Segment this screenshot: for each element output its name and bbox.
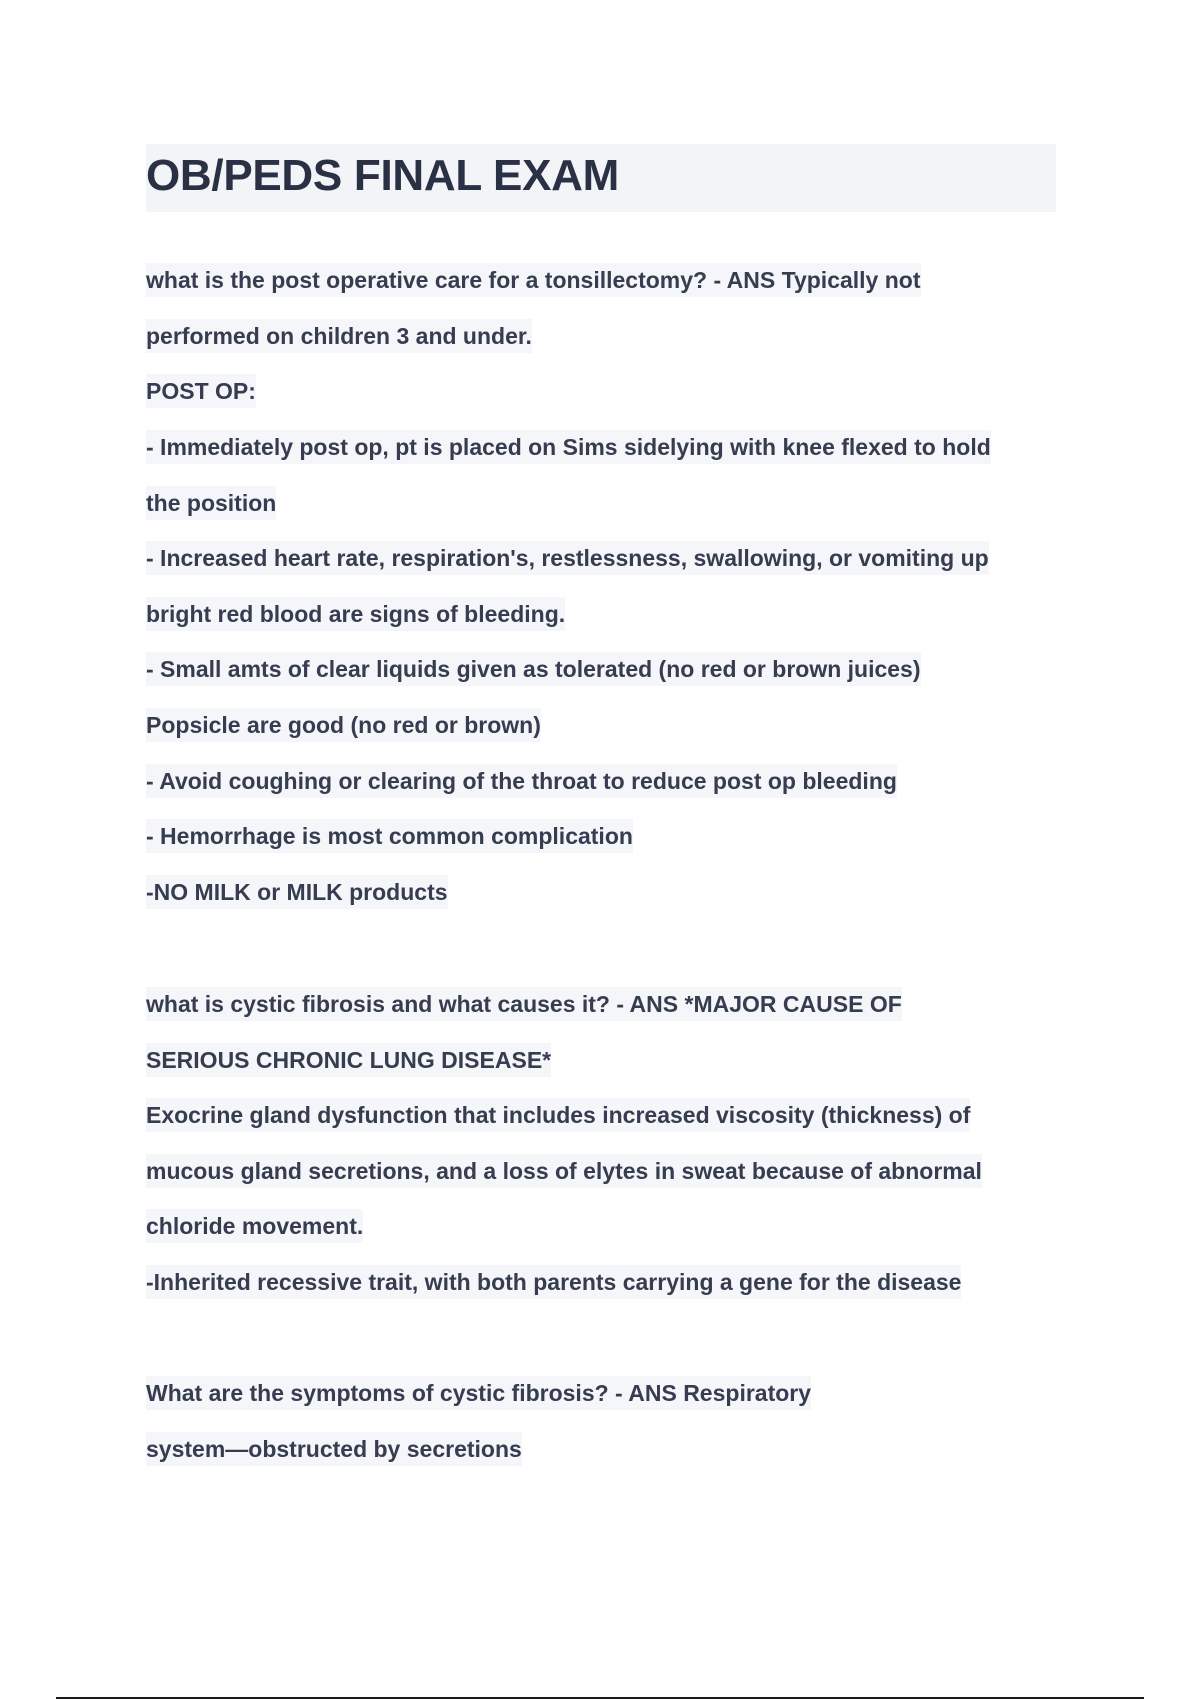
answer-line: - Immediately post op, pt is placed on Sims sidelying with knee flexed to hold (146, 427, 991, 467)
answer-line: - Hemorrhage is most common complication (146, 816, 633, 856)
answer-line: -Inherited recessive trait, with both parents carrying a gene for the disease (146, 1262, 961, 1302)
answer-line: bright red blood are signs of bleeding. (146, 594, 565, 634)
answer-line: -NO MILK or MILK products (146, 872, 448, 912)
answer-line: - Small amts of clear liquids given as tolerated (no red or brown juices) (146, 649, 921, 689)
question-line: what is cystic fibrosis and what causes it? - ANS *MAJOR CAUSE OF (146, 984, 902, 1024)
answer-line: POST OP: (146, 371, 256, 411)
answer-line: - Increased heart rate, respiration's, restlessness, swallowing, or vomiting up (146, 538, 989, 578)
answer-line: the position (146, 483, 276, 523)
question-line: What are the symptoms of cystic fibrosis? - ANS Respiratory (146, 1373, 811, 1413)
answer-line: mucous gland secretions, and a loss of elytes in sweat because of abnormal (146, 1151, 982, 1191)
answer-line: Exocrine gland dysfunction that includes increased viscosity (thickness) of (146, 1095, 970, 1135)
answer-line: Popsicle are good (no red or brown) (146, 705, 541, 745)
answer-line: chloride movement. (146, 1206, 363, 1246)
answer-line: performed on children 3 and under. (146, 316, 532, 356)
answer-line: system—obstructed by secretions (146, 1429, 522, 1469)
page-divider (56, 1697, 1144, 1699)
page-title: OB/PEDS FINAL EXAM (146, 151, 619, 200)
answer-line: SERIOUS CHRONIC LUNG DISEASE* (146, 1040, 551, 1080)
answer-line: - Avoid coughing or clearing of the throat to reduce post op bleeding (146, 761, 897, 801)
question-line: what is the post operative care for a tonsillectomy? - ANS Typically not (146, 260, 921, 300)
